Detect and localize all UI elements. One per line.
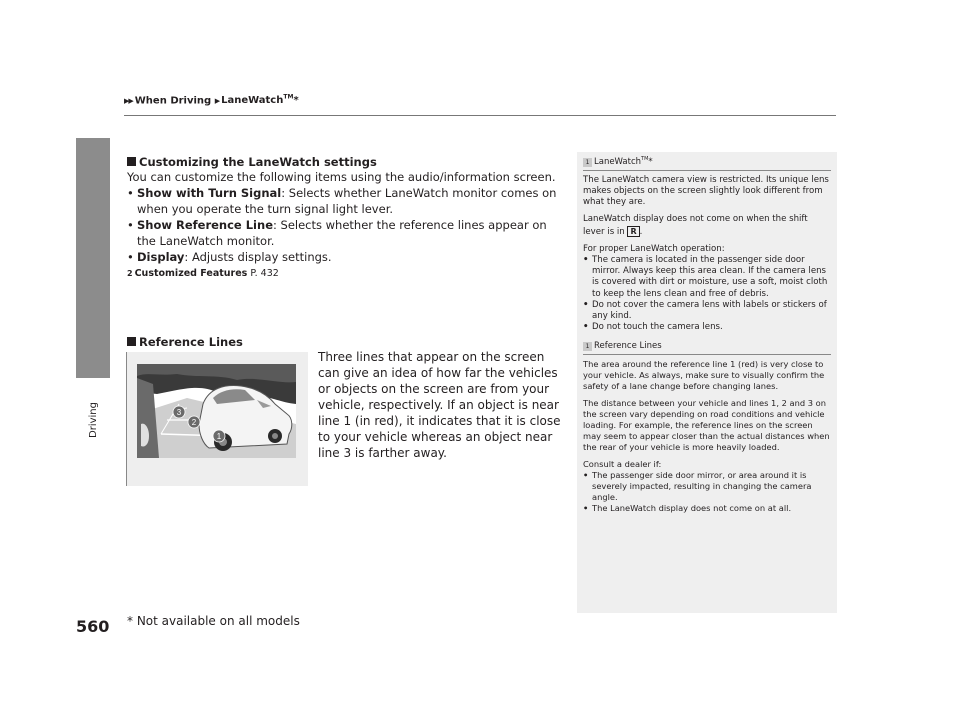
chapter-tab-label: Driving xyxy=(88,402,99,438)
customizing-items xyxy=(127,185,563,265)
xref-arrow-icon: 2 xyxy=(127,269,133,278)
breadcrumb-lanewatch[interactable]: LaneWatch™* xyxy=(221,94,299,107)
svg-text:3: 3 xyxy=(176,408,182,417)
note-lanewatch-body: The LaneWatch camera view is restricted. Its unique lens makes objects on the screen slightly look different from what they are. LaneWatch display does not come on when the shift lever is in R . For proper LaneWatch operation: • The camera is located in the passenger side door mirror. Always keep this area clean. If the camera lens is covered with dirt or moisture, use a soft, moist cloth to keep the lens clean and free of debris. • Do not cover the camera lens with labels or stickers of any kind. • Do not touch the camera lens. xyxy=(577,171,837,334)
page-number: 560 xyxy=(76,617,110,636)
reference-lines-text: Three lines that appear on the screen can give an idea of how far the vehicles or objects on the screen are from your vehicle, respectively. If an object is near line 1 (in red), it indicates that it is close to your vehicle whereas an object near line 3 is farther away. xyxy=(318,350,561,460)
note-heading: 1 LaneWatch™* xyxy=(583,156,831,167)
section-square-icon xyxy=(127,337,136,346)
breadcrumb-when-driving[interactable]: When Driving xyxy=(134,95,212,107)
list-item: • Do not touch the camera lens. xyxy=(583,322,831,333)
chapter-tab[interactable] xyxy=(76,138,110,378)
list-item: • Show with Turn Signal: Selects whether LaneWatch monitor comes on when you operate the turn signal light lever. xyxy=(127,185,563,217)
note-lanewatch xyxy=(577,152,837,171)
header-divider xyxy=(124,115,836,116)
gear-r-icon: R xyxy=(627,226,639,237)
breadcrumb xyxy=(124,94,299,106)
lanewatch-screen-illustration xyxy=(137,364,296,458)
list-item: • Do not cover the camera lens with labels or stickers of any kind. xyxy=(583,300,831,322)
customizing-heading: Customizing the LaneWatch settings xyxy=(127,155,563,169)
reference-marker-2 xyxy=(188,416,200,428)
note-reference-lines-body: The area around the reference line 1 (red) is very close to your vehicle. As always, make sure to visually confirm the safety of a lane change before changing lanes. The distance between your vehicle and lines 1, 2 and 3 on the screen vary depending on road conditions and vehicle loading. For example, the reference lines on the screen may seem to appear closer than the actual distances when the rear of your vehicle is more heavily loaded. Consult a dealer if: • The passenger side door mirror, or area around it is severely impacted, resulting in changing the camera angle. • The LaneWatch display does not come on at all. xyxy=(577,355,837,514)
breadcrumb-arrow-icon: ▶▶ xyxy=(124,97,133,106)
xref-customized-features[interactable]: 2 Customized Features P. 432 xyxy=(127,268,279,279)
section-square-icon xyxy=(127,157,136,166)
customizing-intro: You can customize the following items using the audio/information screen. xyxy=(127,170,556,184)
list-item: • The camera is located in the passenger side door mirror. Always keep this area clean. If the camera lens is covered with dirt or moisture, use a soft, moist cloth to keep the lens clean and free of debris. xyxy=(583,255,831,300)
footnote: * Not available on all models xyxy=(127,614,300,628)
list-item: • The LaneWatch display does not come on at all. xyxy=(583,503,831,514)
reference-marker-3 xyxy=(173,406,185,418)
breadcrumb-arrow-icon: ▶ xyxy=(214,97,220,106)
note-number-icon: 1 xyxy=(583,158,592,167)
note-lanewatch-list xyxy=(583,255,831,333)
note-reference-lines-list xyxy=(583,470,831,514)
note-number-icon: 1 xyxy=(583,342,592,351)
list-item: • Display: Adjusts display settings. xyxy=(127,249,563,265)
customizing-section xyxy=(127,155,563,279)
notes-sidebar xyxy=(577,152,837,613)
reference-lines-heading: Reference Lines xyxy=(127,335,243,349)
note-heading: 1 Reference Lines xyxy=(583,341,831,351)
note-reference-lines xyxy=(577,339,837,355)
svg-text:2: 2 xyxy=(191,418,197,427)
list-item: • Show Reference Line: Selects whether the reference lines appear on the LaneWatch monitor. xyxy=(127,217,563,249)
reference-marker-1 xyxy=(213,430,225,442)
svg-text:1: 1 xyxy=(216,432,222,441)
list-item: • The passenger side door mirror, or area around it is severely impacted, resulting in changing the camera angle. xyxy=(583,470,831,503)
